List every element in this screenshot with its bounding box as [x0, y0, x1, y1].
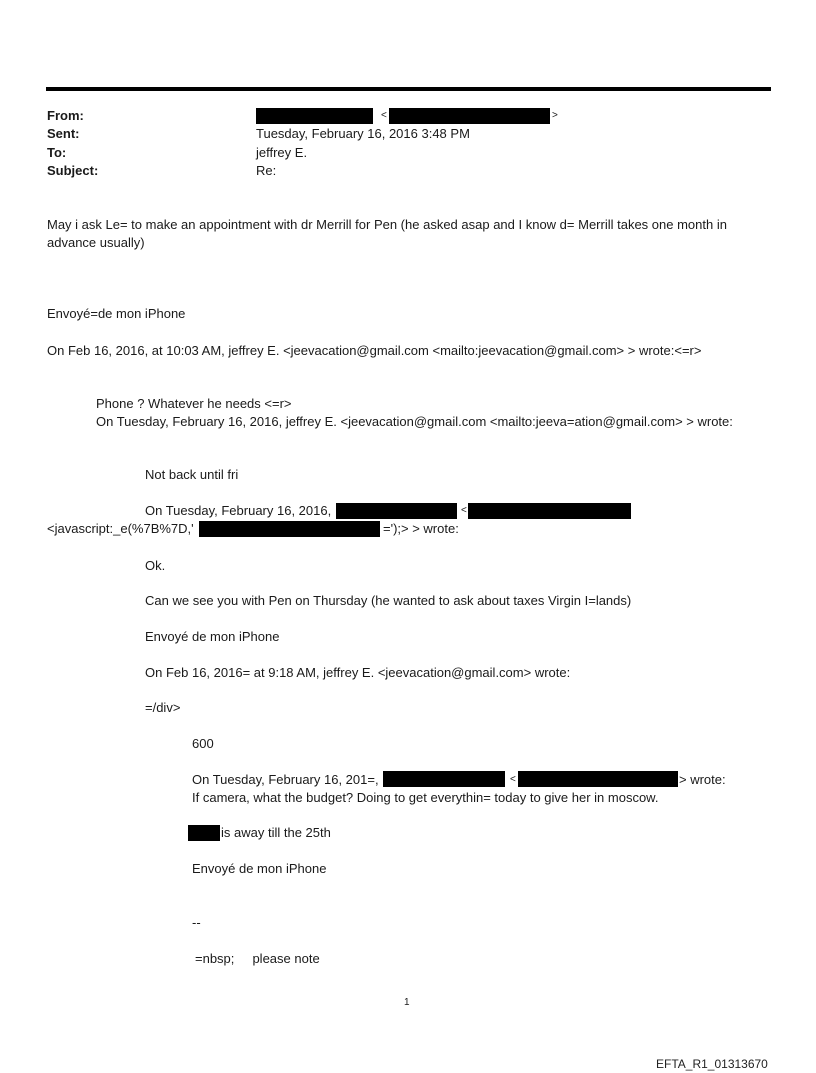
quote-header-tuesday-jeffrey: On Tuesday, February 16, 2016, jeffrey E. <jeevacation@gmail.com <mailto:jeeva=ation@gmail.com> > wrote:	[96, 414, 733, 429]
quote-header-201-gt: > wrote:	[679, 772, 726, 787]
phone-line: Phone ? Whatever he needs <=r>	[96, 396, 292, 411]
redaction-from-name	[256, 108, 373, 124]
envoye-3: Envoyé de mon iPhone	[192, 861, 327, 876]
from-gt: >	[552, 110, 558, 121]
redaction-sender-name-1	[336, 503, 457, 519]
nbsp-note-line: =nbsp; please note	[195, 951, 320, 966]
header-rule	[46, 87, 771, 91]
envoye-1: Envoyé=de mon iPhone	[47, 306, 186, 321]
not-back-line: Not back until fri	[145, 467, 239, 482]
div-close-line: =/div>	[145, 700, 181, 715]
quote-header-918: On Feb 16, 2016= at 9:18 AM, jeffrey E. <jeevacation@gmail.com> wrote:	[145, 665, 571, 680]
page-number: 1	[404, 997, 410, 1008]
document-id: EFTA_R1_01313670	[656, 1057, 768, 1071]
to-label: To:	[47, 145, 67, 160]
redaction-sender-email-1	[468, 503, 631, 519]
redaction-from-email	[389, 108, 550, 124]
can-we-see-line: Can we see you with Pen on Thursday (he wanted to ask about taxes Virgin I=lands)	[145, 593, 632, 608]
quote-header-1003: On Feb 16, 2016, at 10:03 AM, jeffrey E. <jeevacation@gmail.com <mailto:jeevacation@gmail.com> > wrote:<=r>	[47, 343, 702, 358]
from-lt: <	[381, 110, 387, 121]
to-value: jeffrey E.	[256, 145, 308, 160]
sent-label: Sent:	[47, 126, 80, 141]
subject-value: Re:	[256, 163, 277, 178]
quote-header-tuesday-201: On Tuesday, February 16, 201=,	[192, 772, 379, 787]
redaction-javascript-email	[199, 521, 380, 537]
body-para1-line2: advance usually)	[47, 235, 145, 250]
envoye-2: Envoyé de mon iPhone	[145, 629, 280, 644]
if-camera-line: If camera, what the budget? Doing to get everythin= today to give her in moscow.	[192, 790, 659, 805]
from-label: From:	[47, 108, 84, 123]
redaction-sender-name-2	[383, 771, 505, 787]
quote-header-lt: <	[461, 505, 467, 516]
body-para1-line1: May i ask Le= to make an appointment with dr Merrill for Pen (he asked asap and I know d= Merrill takes one month in	[47, 217, 727, 232]
away-till-line: is away till the 25th	[221, 825, 331, 840]
six-hundred-line: 600	[192, 736, 214, 751]
subject-label: Subject:	[47, 163, 99, 178]
sent-value: Tuesday, February 16, 2016 3:48 PM	[256, 126, 470, 141]
quote-header-201-lt: <	[510, 774, 516, 785]
signature-dashes: --	[192, 915, 201, 930]
javascript-prefix: <javascript:_e(%7B%7D,'	[47, 521, 194, 536]
redaction-sender-email-2	[518, 771, 678, 787]
javascript-suffix: =');> > wrote:	[383, 521, 459, 536]
quote-header-tuesday-redacted: On Tuesday, February 16, 2016,	[145, 503, 332, 518]
ok-line: Ok.	[145, 558, 166, 573]
redaction-name-away	[188, 825, 220, 841]
